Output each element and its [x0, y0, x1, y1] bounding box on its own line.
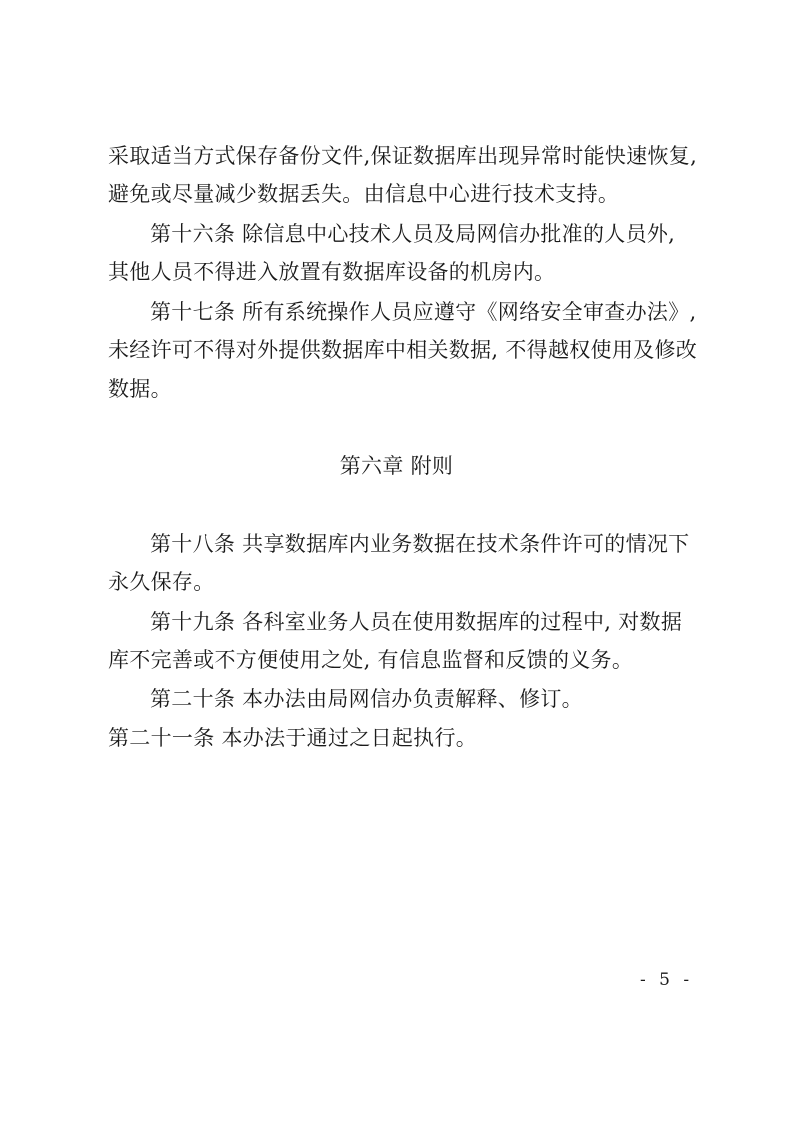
- article-20-line: 第二十条 本办法由局网信办负责解释、修订。: [150, 687, 583, 711]
- text-line-2: 避免或尽量减少数据丢失。由信息中心进行技术支持。: [108, 182, 620, 206]
- article-17-line-1: 第十七条 所有系统操作人员应遵守《网络安全审查办法》,: [150, 300, 697, 324]
- article-17-line-2: 未经许可不得对外提供数据库中相关数据, 不得越权使用及修改: [108, 338, 698, 362]
- article-17-line-3: 数据。: [108, 377, 172, 401]
- article-18-line-1: 第十八条 共享数据库内业务数据在技术条件许可的情况下: [150, 532, 690, 556]
- article-16-line-2: 其他人员不得进入放置有数据库设备的机房内。: [108, 260, 556, 284]
- article-19-line-1: 第十九条 各科室业务人员在使用数据库的过程中, 对数据: [150, 610, 683, 634]
- article-21-line: 第二十一条 本办法于通过之日起执行。: [108, 726, 478, 750]
- article-16-line-1: 第十六条 除信息中心技术人员及局网信办批准的人员外,: [150, 222, 676, 246]
- article-18-line-2: 永久保存。: [108, 570, 215, 594]
- chapter-heading: 第六章 附则: [339, 454, 454, 478]
- article-19-line-2: 库不完善或不方便使用之处, 有信息监督和反馈的义务。: [108, 648, 634, 672]
- text-line-1: 采取适当方式保存备份文件,保证数据库出现异常时能快速恢复,: [108, 144, 698, 168]
- page-number: - 5 -: [640, 970, 694, 990]
